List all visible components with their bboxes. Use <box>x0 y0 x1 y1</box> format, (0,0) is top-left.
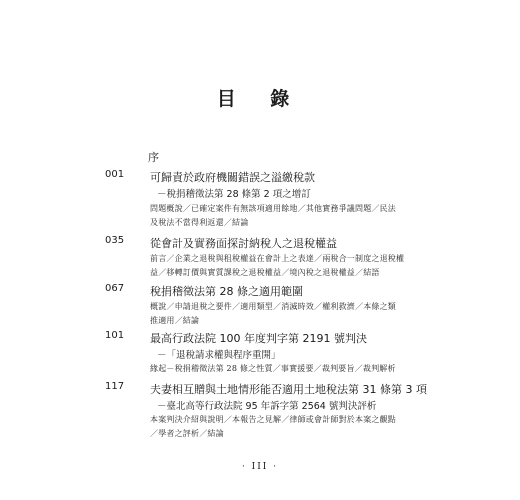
entry-heading: 稅捐稽徵法第 28 條之適用範圍 <box>150 285 303 298</box>
entry-heading: 可歸責於政府機關錯誤之溢繳稅款 <box>150 171 315 184</box>
entry-keywords: 益／移轉訂價與實質課稅之退稅權益／境內稅之退稅權益／結語 <box>150 268 380 277</box>
entry-heading: 夫妻相互贈與土地情形能否適用土地稅法第 31 條第 3 項 <box>150 383 427 396</box>
entry-keywords: 推適用／結論 <box>150 316 200 325</box>
entry-page-number: 101 <box>105 330 125 341</box>
entry-subtitle: －稅捐稽徵法第 28 條第 2 項之增訂 <box>157 189 311 200</box>
entry-keywords: 本案判決介紹與說明／本報告之見解／律師或會計師對於本案之觀點 <box>150 415 396 424</box>
entry-page-number: 067 <box>105 283 125 294</box>
page-folio: · III · <box>241 462 279 472</box>
entry-heading: 最高行政法院 100 年度判字第 2191 號判決 <box>150 332 367 345</box>
entry-page-number: 035 <box>105 235 125 246</box>
page-title: 目 錄 <box>216 88 304 110</box>
preface-entry: 序 <box>148 151 159 164</box>
entry-keywords: 緣起－稅捐稽徵法第 28 條之性質／事實援要／裁判要旨／裁判解析 <box>150 364 396 373</box>
entry-keywords: ／學者之評析／結論 <box>150 429 224 438</box>
entry-page-number: 001 <box>105 169 125 180</box>
entry-page-number: 117 <box>105 381 125 392</box>
entry-keywords: 問題概說／已確定案件有無該項適用餘地／其他實務爭議問題／民法 <box>150 204 396 213</box>
entry-heading: 從會計及實務面探討納稅人之退稅權益 <box>150 237 337 250</box>
entry-keywords: 及稅法不當得利返還／結論 <box>150 218 249 227</box>
entry-subtitle: －「退稅請求權與程序重開」 <box>157 350 281 361</box>
entry-keywords: 概說／申請退稅之要件／適用類型／消滅時效／權利救濟／本條之類 <box>150 302 396 311</box>
entry-subtitle: －臺北高等行政法院 95 年訴字第 2564 號判決評析 <box>157 401 377 412</box>
entry-keywords: 前言／企業之退稅與租稅權益在會計上之表達／兩稅合一制度之退稅權 <box>150 254 405 263</box>
